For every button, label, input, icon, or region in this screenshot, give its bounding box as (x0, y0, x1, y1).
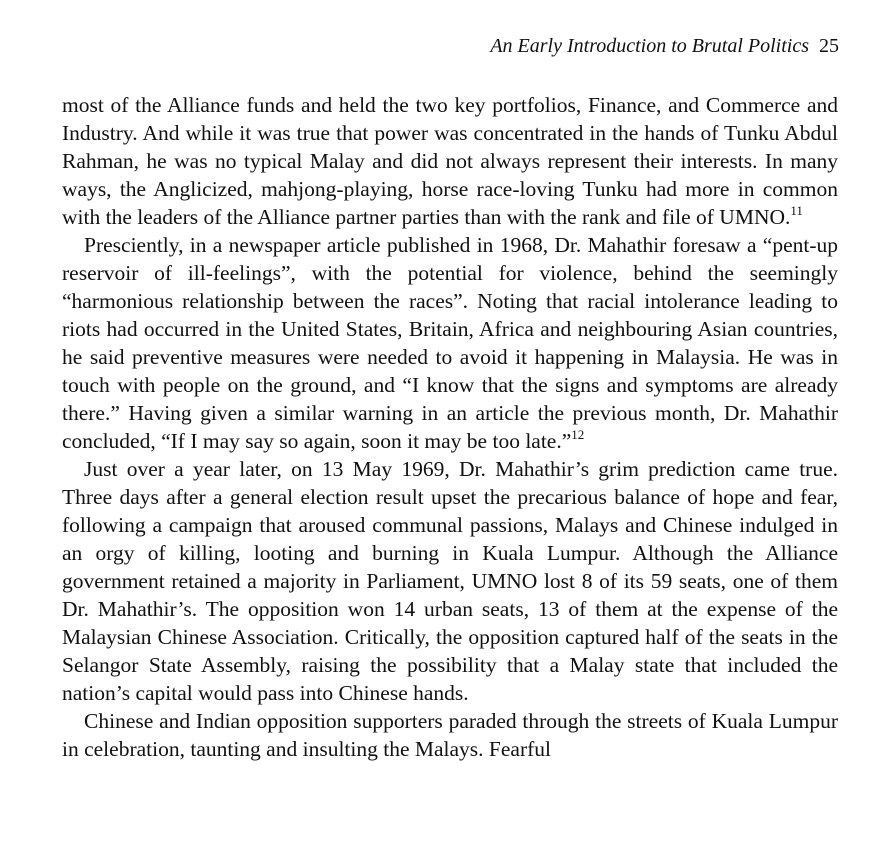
running-head-title: An Early Introduction to Brutal Politics (490, 35, 809, 57)
footnote-ref-11: 11 (790, 202, 803, 218)
page-number: 25 (819, 35, 839, 57)
paragraph-2 (62, 231, 838, 455)
paragraph-text: Just over a year later, on 13 May 1969, Dr. Mahathir’s grim prediction came true. Three days after a general election result upset the precarious balance of hope and fear, following a campaign that aroused communal passions, Malays and Chinese indulged in an orgy of killing, looting and burning in Kuala Lumpur. Although the Alliance government retained a majority in Parliament, UMNO lost 8 of its 59 seats, one of them Dr. Mahathir’s. The opposition won 14 urban seats, 13 of them at the expense of the Malaysian Chinese Association. Critically, the opposition captured half of the seats in the Selangor State Assembly, raising the possibility that a Malay state that included the nation’s capital would pass into Chinese hands. (62, 457, 838, 705)
paragraph-text: most of the Alliance funds and held the two key portfolios, Finance, and Commerce and Industry. And while it was true that power was concentrated in the hands of Tunku Abdul Rahman, he was no typical Malay and did not always represent their interests. In many ways, the Anglicized, mahjong-playing, horse race-loving Tunku had more in common with the leaders of the Alliance partner parties than with the rank and file of UMNO. (62, 93, 838, 229)
paragraph-text: Chinese and Indian opposition supporters paraded through the streets of Kuala Lumpur in celebration, taunting and insulting the Malays. Fearful (62, 709, 838, 761)
paragraph-text: Presciently, in a newspaper article published in 1968, Dr. Mahathir foresaw a “pent-up reservoir of ill-feelings”, with the potential for violence, behind the seemingly “harmonious relationship between the races”. Noting that racial intolerance leading to riots had occurred in the United States, Britain, Africa and neighbouring Asian countries, he said preventive measures were needed to avoid it happening in Malaysia. He was in touch with people on the ground, and “I know that the signs and symptoms are already there.” Having given a similar warning in an article the previous month, Dr. Mahathir concluded, “If I may say so again, soon it may be too late.” (62, 233, 838, 453)
running-head (490, 34, 839, 58)
paragraph-4 (62, 707, 838, 763)
paragraph-3 (62, 455, 838, 707)
footnote-ref-12: 12 (571, 426, 585, 442)
body-text (62, 91, 838, 763)
paragraph-1 (62, 91, 838, 231)
